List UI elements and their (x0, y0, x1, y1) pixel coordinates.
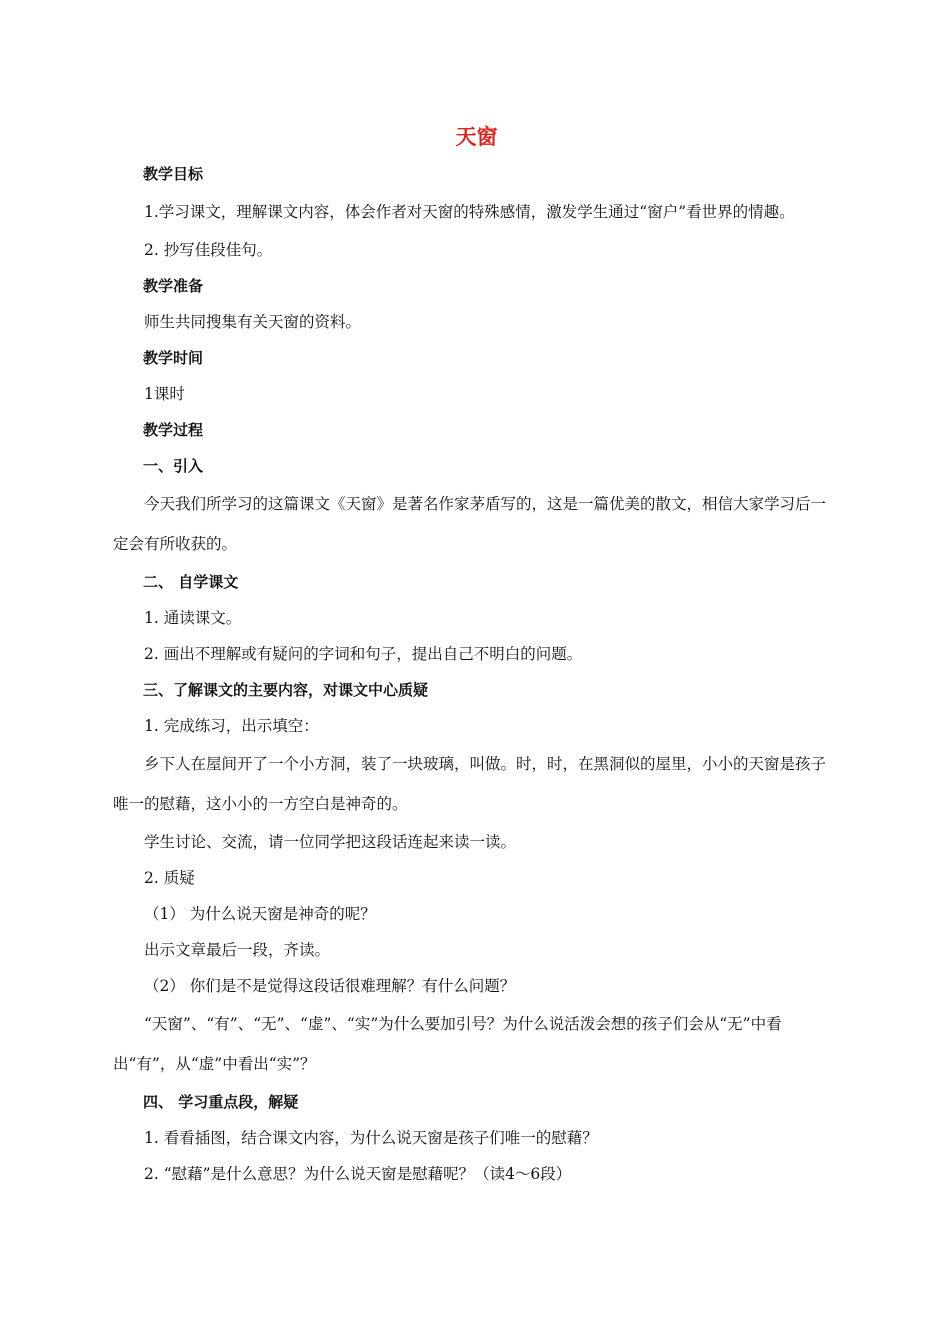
paragraph: 乡下人在屋间开了一个小方洞，装了一块玻璃，叫做。时，时，在黑洞似的屋里，小小的天窗是孩子唯一的慰藉，这小小的一方空白是神奇的。 (113, 755, 827, 813)
section-heading: 教学准备 (143, 277, 204, 295)
section-heading: 一、引入 (143, 457, 204, 475)
paragraph: 师生共同搜集有关天窗的资料。 (144, 313, 362, 331)
paragraph: （1） 为什么说天窗是神奇的呢？ (144, 905, 376, 923)
paragraph: 1. 看看插图，结合课文内容，为什么说天窗是孩子们唯一的慰藉？ (144, 1129, 598, 1147)
paragraph: 2. 质疑 (144, 869, 195, 887)
paragraph: 1课时 (144, 385, 185, 403)
paragraph: 2. 画出不理解或有疑问的字词和句子，提出自己不明白的问题。 (144, 645, 583, 663)
paragraph: 2. 抄写佳段佳句。 (144, 241, 273, 259)
section-heading: 四、 学习重点段，解疑 (143, 1093, 299, 1111)
paragraph: 今天我们所学习的这篇课文《天窗》是著名作家茅盾写的，这是一篇优美的散文，相信大家学习后一定会有所收获的。 (113, 495, 827, 553)
paragraph: 出示文章最后一段，齐读。 (144, 941, 331, 959)
section-heading: 教学目标 (143, 165, 204, 183)
section-heading: 教学时间 (143, 349, 204, 367)
section-heading: 三、了解课文的主要内容，对课文中心质疑 (143, 681, 429, 699)
paragraph: 1. 完成练习，出示填空： (144, 717, 319, 735)
section-heading: 教学过程 (143, 421, 204, 439)
section-heading: 二、 自学课文 (143, 573, 239, 591)
paragraph: 2. “慰藉”是什么意思？为什么说天窗是慰藉呢？（读4～6段） (144, 1165, 572, 1183)
document-body (113, 156, 840, 1192)
paragraph: （2） 你们是不是觉得这段话很难理解？有什么问题？ (144, 977, 516, 995)
paragraph: “天窗”、“有”、“无”、“虚”、“实”为什么要加引号？为什么说活泼会想的孩子们会从“无”中看出“有”，从“虚”中看出“实”？ (113, 1015, 782, 1073)
paragraph: 1.学习课文，理解课文内容，体会作者对天窗的特殊感情，激发学生通过“窗户”看世界的情趣。 (144, 203, 795, 221)
document-page (113, 118, 840, 1192)
paragraph: 1. 通读课文。 (144, 609, 242, 627)
paragraph: 学生讨论、交流，请一位同学把这段话连起来读一读。 (144, 833, 517, 851)
document-title: 天窗 (455, 125, 498, 149)
